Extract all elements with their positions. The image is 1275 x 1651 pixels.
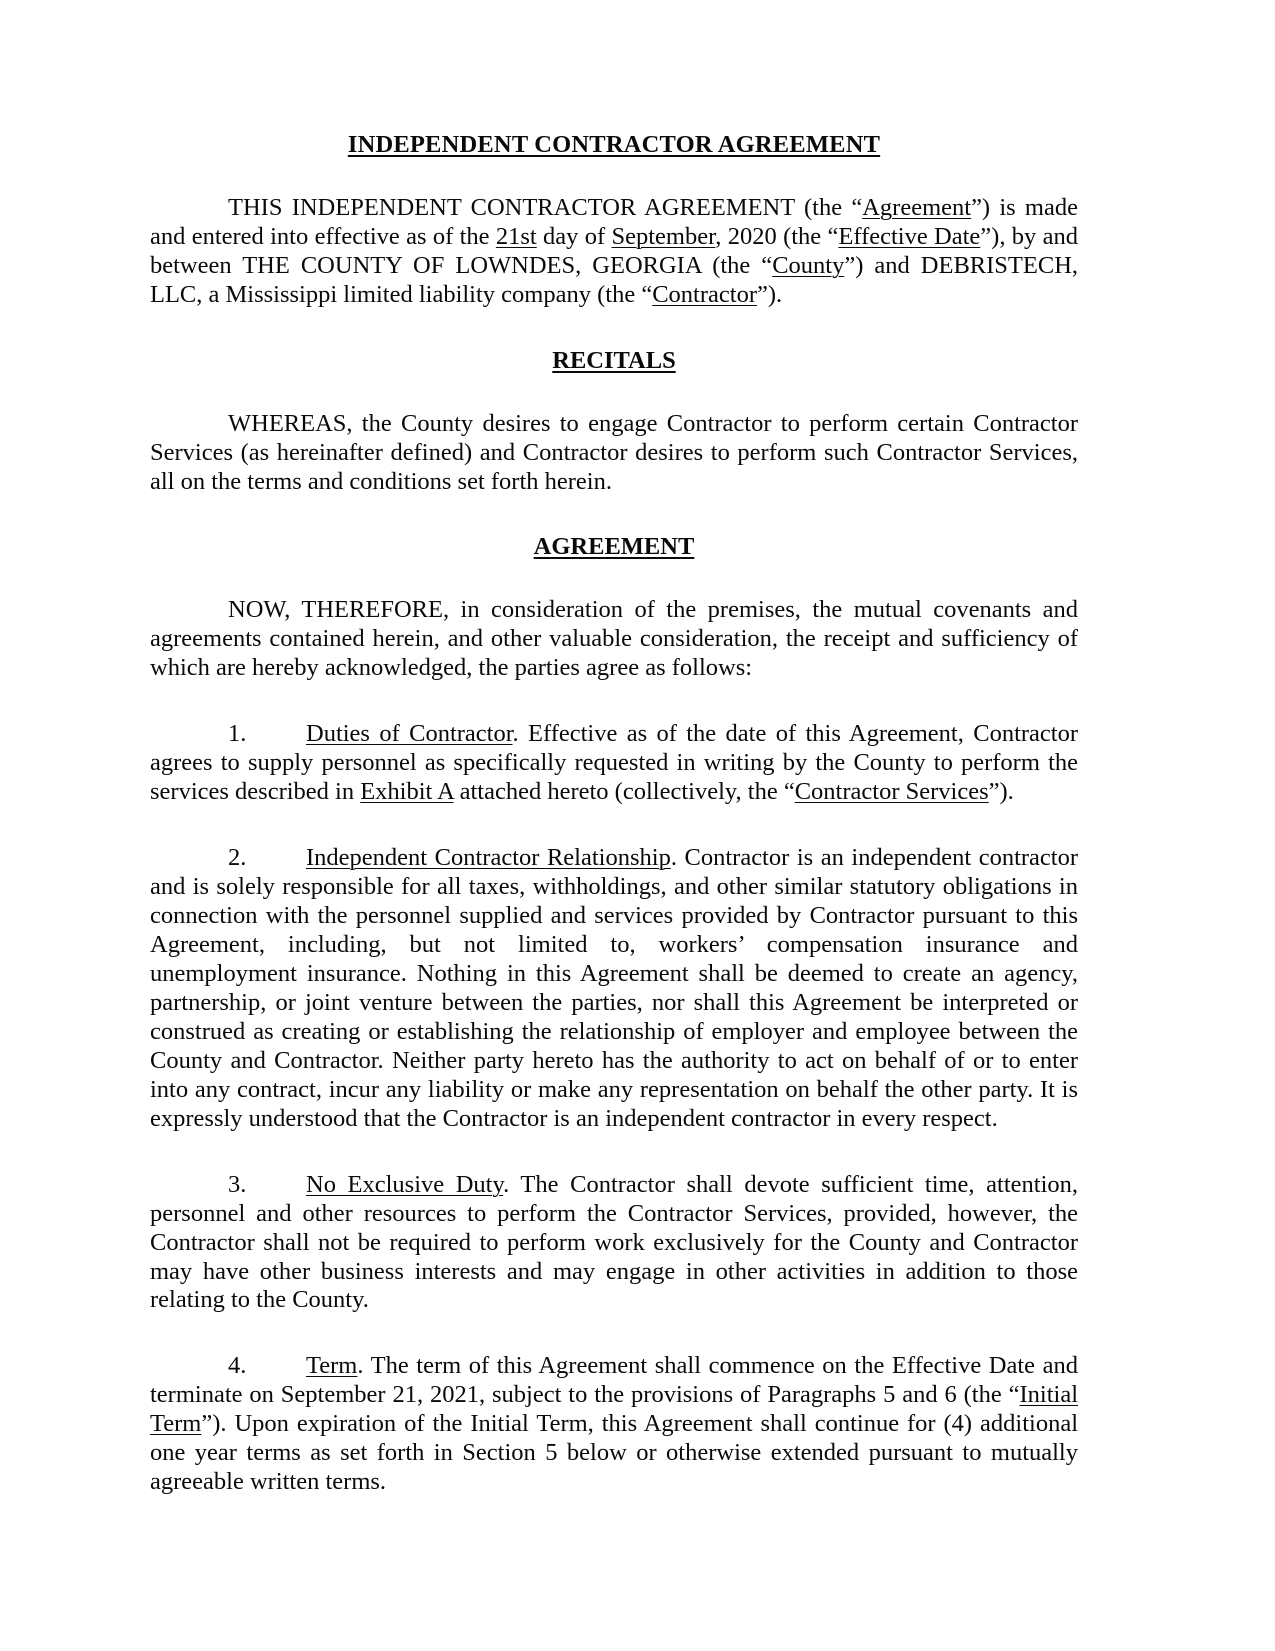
spacer [150,807,1078,844]
spacer [150,1315,1078,1352]
effective-day: 21st [495,222,537,250]
agreement-body-text: NOW, THEREFORE, in consideration of the premises, the mutual covenants and agreements contained herein, and other valuable consideration, the receipt and sufficiency of which are hereby acknowledged, the parties agree as follows: [150,596,1078,682]
clause-2-text: . Contractor is an independent contractor and is solely responsible for all taxes, withholdings, and other similar statutory obligations in connection with the personnel supplied and services provided by Contractor pursuant to this Agreement, including, but not limited to, workers’ compensation insurance and unemployment insurance. Nothing in this Agreement shall be deemed to create an agency, partnership, or joint venture between the parties, nor shall this Agreement be interpreted or construed as creating or establishing the relationship of employer and employee between the County and Contractor. Neither party hereto has the authority to act on behalf of or to enter into any contract, incur any liability or make any representation on behalf the other party. It is expressly understood that the Contractor is an independent contractor in every respect. [150,844,1078,1132]
clause-4 [150,1352,1078,1497]
clause-1-number: 1. [228,720,247,748]
preamble-after-agreement: ”) is made and entered into effective as of the [150,193,1078,250]
effective-month: September [611,222,716,250]
spacer [150,310,1078,347]
clause-1-text-b: attached hereto (collectively, the “ [453,778,795,806]
preamble-paragraph [150,194,1078,310]
clause-4-text-b: ”). Upon expiration of the Initial Term, this Agreement shall continue for (4) additional one year terms as set forth in Section 5 below or otherwise extended pursuant to mutually agreeable written terms. [150,1410,1078,1496]
preamble-after-day: day of [536,222,612,250]
clause-3 [150,1171,1078,1316]
page-title-text: INDEPENDENT CONTRACTOR AGREEMENT [347,131,881,158]
clause-1-heading: Duties of Contractor [306,720,513,748]
defined-term-contractor-services: Contractor Services [794,778,989,806]
agreement-heading [150,533,1078,562]
clause-4-heading: Term [306,1352,358,1380]
agreement-paragraph [150,596,1078,683]
clause-4-text-a: . The term of this Agreement shall commence on the Effective Date and terminate on September 21, 2021, subject to the provisions of Paragraphs 5 and 6 (the “ [150,1352,1078,1409]
clause-2-heading: Independent Contractor Relationship [306,844,671,872]
preamble-after-contractor: ”). [756,280,783,308]
clause-1-text-c: ”). [988,778,1014,806]
clause-3-text: . The Contractor shall devote sufficient time, attention, personnel and other resources to perform the Contractor Services, provided, however, the Contractor shall not be required to perform work exclusively for the County and Contractor may have other business interests and may engage in other activities in addition to those relating to the County. [150,1170,1078,1314]
clause-3-number: 3. [228,1170,247,1198]
defined-term-effective-date: Effective Date [838,222,981,250]
spacer [150,160,1078,194]
agreement-heading-text: AGREEMENT [533,533,695,561]
recitals-heading [150,347,1078,376]
clause-1-text-a: . Effective as of the date of this Agreement, Contractor agrees to supply personnel as specifically requested in writing by the County to perform the services described in [150,720,1078,806]
recitals-body-text: WHEREAS, the County desires to engage Contractor to perform certain Contractor Services (as hereinafter defined) and Contractor desires to perform such Contractor Services, all on the terms and conditions set forth herein. [150,409,1078,495]
spacer [150,1134,1078,1171]
clause-2-number: 2. [228,844,247,872]
page-title [150,0,1078,160]
clause-1 [150,720,1078,807]
spacer [150,496,1078,533]
spacer [150,376,1078,410]
document-content [150,0,1078,1497]
clause-4-number: 4. [228,1352,247,1380]
spacer [150,562,1078,596]
preamble-after-county: ”) and DEBRISTECH, LLC, a Mississippi limited liability company (the “ [150,251,1079,308]
defined-term-contractor: Contractor [652,280,757,308]
recitals-paragraph [150,410,1078,497]
preamble-lead: THIS INDEPENDENT CONTRACTOR AGREEMENT (the “ [228,193,863,221]
clause-3-heading: No Exclusive Duty [306,1170,504,1198]
clause-1-exhibit-reference: Exhibit A [360,778,454,806]
spacer [150,683,1078,720]
defined-term-agreement: Agreement [862,193,972,221]
clause-2 [150,844,1078,1134]
defined-term-initial-term: Initial Term [150,1381,1078,1438]
defined-term-county: County [772,251,845,279]
preamble-after-month: , 2020 (the “ [715,222,839,250]
preamble-after-effective-date: ”), by and between THE COUNTY OF LOWNDES, GEORGIA (the “ [150,222,1078,279]
recitals-heading-text: RECITALS [552,346,676,374]
